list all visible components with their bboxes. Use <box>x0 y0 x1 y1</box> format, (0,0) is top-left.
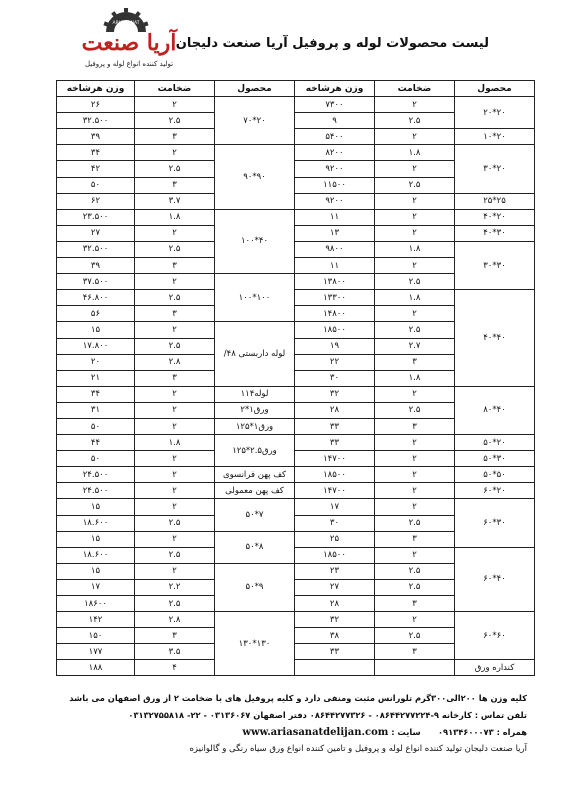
right-thickness-cell: ۲ <box>375 435 455 451</box>
right-thickness-cell: ۲ <box>375 483 455 499</box>
table-row <box>57 193 535 209</box>
right-thickness-cell <box>375 660 455 676</box>
footer <box>57 690 527 758</box>
left-weight-cell: ۵۰ <box>57 451 135 467</box>
website-link[interactable]: www.ariasanatdelijan.com <box>242 727 389 738</box>
left-weight-cell: ۲۱ <box>57 370 135 386</box>
left-thickness-cell: ۳.۵ <box>135 644 215 660</box>
right-thickness-cell: ۱.۸ <box>375 145 455 161</box>
right-weight-cell: ۹ <box>295 113 375 129</box>
left-thickness-cell: ۲ <box>135 531 215 547</box>
left-weight-cell: ۱۵ <box>57 499 135 515</box>
left-weight-cell: ۱۵۰ <box>57 628 135 644</box>
left-thickness-cell: ۲.۵ <box>135 113 215 129</box>
right-weight-cell: ۱۸۵۰۰ <box>295 547 375 563</box>
right-weight-cell: ۳۰ <box>295 515 375 531</box>
left-product-cell: ۱۰۰*۱۰۰ <box>215 274 295 322</box>
left-weight-cell: ۱۷۷ <box>57 644 135 660</box>
right-thickness-cell: ۲ <box>375 386 455 402</box>
left-weight-cell: ۱۸۶۰۰ <box>57 596 135 612</box>
left-product-cell: ۹*۵۰ <box>215 563 295 611</box>
right-weight-cell: ۳۸ <box>295 628 375 644</box>
left-thickness-cell: ۲ <box>135 499 215 515</box>
right-weight-cell: ۲۸ <box>295 596 375 612</box>
left-product-cell: لوله۱۱۴ <box>215 386 295 402</box>
left-weight-cell: ۲۴.۵۰۰ <box>57 483 135 499</box>
logo-slogan: تولید کننده انواع لوله و پروفیل <box>84 60 174 68</box>
left-weight-cell: ۱۸.۶۰۰ <box>57 515 135 531</box>
left-weight-cell: ۶۲ <box>57 193 135 209</box>
left-thickness-cell: ۲.۵ <box>135 241 215 257</box>
left-thickness-cell: ۲ <box>135 386 215 402</box>
table-row <box>57 483 535 499</box>
right-product-cell: ۲۰*۴۰ <box>455 209 535 225</box>
right-weight-cell: ۳۲ <box>295 386 375 402</box>
left-thickness-cell: ۲ <box>135 467 215 483</box>
right-weight-cell: ۲۳ <box>295 563 375 579</box>
table-row <box>57 435 535 451</box>
table-row <box>57 145 535 161</box>
left-weight-cell: ۴۲ <box>57 161 135 177</box>
right-thickness-cell: ۲.۵ <box>375 177 455 193</box>
footer-phones: تلفن تماس : کارخانه ۹-۰۸۶۴۴۲۷۷۲۲۴ - ۰۸۶۴۴۲۷۷۳۲۶ دفتر اصفهان ۰۳۱۳۶۰۶۷ - ۲۲- ۰۳۱۳۲۷۵۵۸۱۸ <box>128 710 527 720</box>
right-product-cell: ۴۰*۸۰ <box>455 386 535 434</box>
right-thickness-cell: ۲.۵ <box>375 274 455 290</box>
header-product: محصول <box>455 81 535 97</box>
right-weight-cell: ۹۸۰۰ <box>295 241 375 257</box>
left-thickness-cell: ۳ <box>135 628 215 644</box>
left-thickness-cell: ۲ <box>135 483 215 499</box>
right-product-cell: ۴۰*۶۰ <box>455 547 535 611</box>
right-product-cell: ۳۰*۴۰ <box>455 225 535 241</box>
right-thickness-cell: ۲ <box>375 306 455 322</box>
right-product-cell: ۲۰*۲۰ <box>455 97 535 129</box>
right-thickness-cell: ۲ <box>375 193 455 209</box>
page-title: لیست محصولات لوله و پروفیل آریا صنعت دلیجان <box>175 36 489 51</box>
left-thickness-cell: ۲ <box>135 145 215 161</box>
site-label: سایت : <box>391 727 421 737</box>
left-weight-cell: ۱۵ <box>57 322 135 338</box>
left-product-cell: لوله داربستی ۴۸/ <box>215 322 295 386</box>
price-table <box>56 80 535 676</box>
right-thickness-cell: ۲ <box>375 161 455 177</box>
left-weight-cell: ۵۰ <box>57 177 135 193</box>
footer-tolerance-note: کلیه وزن ها ۲۰۰الی۳۰۰گرم تلورانس مثبت ومنفی دارد و کلیه پروفیل های با ضخامت ۲ از ورق اصفهان می باشد <box>69 693 527 703</box>
right-thickness-cell: ۱.۸ <box>375 290 455 306</box>
left-product-cell: ۸*۵۰ <box>215 531 295 563</box>
right-product-cell: ۲۰*۵۰ <box>455 435 535 451</box>
right-weight-cell: ۳۳ <box>295 435 375 451</box>
left-thickness-cell: ۲ <box>135 97 215 113</box>
left-product-cell: کف پهن فرانسوی <box>215 467 295 483</box>
right-thickness-cell: ۳ <box>375 418 455 434</box>
right-thickness-cell: ۳ <box>375 596 455 612</box>
table-row <box>57 499 535 515</box>
left-thickness-cell: ۲.۵ <box>135 338 215 354</box>
right-thickness-cell: ۳ <box>375 354 455 370</box>
right-weight-cell <box>295 660 375 676</box>
right-product-cell: ۶۰*۶۰ <box>455 612 535 660</box>
table-row <box>57 467 535 483</box>
left-weight-cell: ۲۴.۵۰۰ <box>57 467 135 483</box>
right-thickness-cell: ۳ <box>375 644 455 660</box>
right-weight-cell: ۲۷ <box>295 579 375 595</box>
table-row <box>57 660 535 676</box>
right-weight-cell: ۱۳۳۰۰ <box>295 290 375 306</box>
left-weight-cell: ۳۷.۵۰۰ <box>57 274 135 290</box>
svg-text:ARIA SANAT: ARIA SANAT <box>112 21 140 26</box>
left-thickness-cell: ۲ <box>135 563 215 579</box>
table-header-row <box>57 81 535 97</box>
right-thickness-cell: ۲ <box>375 209 455 225</box>
right-weight-cell: ۳۲ <box>295 612 375 628</box>
table-row <box>57 129 535 145</box>
footer-company-description: آریا صنعت دلیجان تولید کننده انواع لوله و پروفیل و تامین کننده انواع ورق سیاه رنگی و گالوانیزه <box>189 744 527 754</box>
left-thickness-cell: ۲.۸ <box>135 354 215 370</box>
right-weight-cell: ۱۸۵۰۰ <box>295 322 375 338</box>
left-weight-cell: ۲۰ <box>57 354 135 370</box>
left-weight-cell: ۳۲.۵۰۰ <box>57 113 135 129</box>
left-product-cell: ۱۳۰*۱۳۰ <box>215 612 295 676</box>
left-weight-cell: ۱۸۸ <box>57 660 135 676</box>
left-weight-cell: ۳۹ <box>57 129 135 145</box>
right-thickness-cell: ۲ <box>375 499 455 515</box>
left-product-cell: ۲۰*۷۰ <box>215 97 295 145</box>
left-thickness-cell: ۲ <box>135 418 215 434</box>
mobile-label: همراه : <box>496 727 527 737</box>
right-weight-cell: ۵۴۰۰ <box>295 129 375 145</box>
right-weight-cell: ۱۱ <box>295 258 375 274</box>
right-weight-cell: ۱۸۵۰۰ <box>295 467 375 483</box>
right-weight-cell: ۱۳۸۰۰ <box>295 274 375 290</box>
right-weight-cell: ۸۲۰۰ <box>295 145 375 161</box>
left-thickness-cell: ۳ <box>135 306 215 322</box>
left-thickness-cell: ۲ <box>135 225 215 241</box>
right-thickness-cell: ۲ <box>375 97 455 113</box>
right-thickness-cell: ۲.۵ <box>375 402 455 418</box>
table-row <box>57 241 535 257</box>
right-weight-cell: ۳۳ <box>295 418 375 434</box>
left-weight-cell: ۱۸.۶۰۰ <box>57 547 135 563</box>
table-row <box>57 209 535 225</box>
left-thickness-cell: ۳ <box>135 177 215 193</box>
left-thickness-cell: ۳ <box>135 129 215 145</box>
left-weight-cell: ۴۶.۸۰۰ <box>57 290 135 306</box>
left-thickness-cell: ۳.۷ <box>135 193 215 209</box>
left-product-cell: ۷*۵۰ <box>215 499 295 531</box>
right-weight-cell: ۲۸ <box>295 402 375 418</box>
right-weight-cell: ۹۲۰۰ <box>295 161 375 177</box>
table-row <box>57 290 535 306</box>
left-thickness-cell: ۱.۸ <box>135 435 215 451</box>
right-thickness-cell: ۲ <box>375 467 455 483</box>
left-thickness-cell: ۲ <box>135 402 215 418</box>
right-thickness-cell: ۲.۵ <box>375 579 455 595</box>
right-product-cell: کنداره ورق <box>455 660 535 676</box>
left-weight-cell: ۳۴ <box>57 386 135 402</box>
left-thickness-cell: ۲ <box>135 451 215 467</box>
table-row <box>57 97 535 113</box>
right-weight-cell: ۱۳ <box>295 225 375 241</box>
left-product-cell: ۹۰*۹۰ <box>215 145 295 209</box>
table-row <box>57 612 535 628</box>
left-product-cell: ورق۲.۵*۱۲۵ <box>215 435 295 467</box>
right-thickness-cell: ۲ <box>375 547 455 563</box>
right-product-cell: ۲۵*۲۵ <box>455 193 535 209</box>
left-product-cell: کف پهن معمولی <box>215 483 295 499</box>
right-weight-cell: ۹۲۰۰ <box>295 193 375 209</box>
right-weight-cell: ۲۲ <box>295 354 375 370</box>
left-thickness-cell: ۲.۵ <box>135 161 215 177</box>
right-weight-cell: ۱۴۸۰۰ <box>295 306 375 322</box>
table-row <box>57 386 535 402</box>
table-row <box>57 547 535 563</box>
footer-contact <box>57 724 527 741</box>
right-weight-cell: ۲۵ <box>295 531 375 547</box>
right-thickness-cell: ۲ <box>375 451 455 467</box>
header-product: محصول <box>215 81 295 97</box>
right-weight-cell: ۳۰ <box>295 370 375 386</box>
right-product-cell: ۴۰*۴۰ <box>455 290 535 387</box>
right-product-cell: ۳۰*۵۰ <box>455 451 535 467</box>
left-thickness-cell: ۳ <box>135 370 215 386</box>
mobile-number: ۰۹۱۳۴۶۰۰۰۷۳ <box>437 727 494 737</box>
right-thickness-cell: ۱.۸ <box>375 241 455 257</box>
right-product-cell: ۲۰*۱۰ <box>455 129 535 145</box>
left-weight-cell: ۵۶ <box>57 306 135 322</box>
right-thickness-cell: ۲ <box>375 612 455 628</box>
left-weight-cell: ۵۰ <box>57 418 135 434</box>
left-weight-cell: ۳۴ <box>57 145 135 161</box>
left-product-cell: ورق۱*۲ <box>215 402 295 418</box>
left-weight-cell: ۳۲.۵۰۰ <box>57 241 135 257</box>
left-product-cell: ورق۱*۱۲۵ <box>215 418 295 434</box>
left-thickness-cell: ۲.۲ <box>135 579 215 595</box>
header-weight: وزن هرشاخه <box>295 81 375 97</box>
right-product-cell: ۲۰*۶۰ <box>455 483 535 499</box>
left-weight-cell: ۱۷ <box>57 579 135 595</box>
left-weight-cell: ۱۵ <box>57 563 135 579</box>
header-thickness: ضخامت <box>135 81 215 97</box>
right-weight-cell: ۱۱ <box>295 209 375 225</box>
left-weight-cell: ۱۴۲ <box>57 612 135 628</box>
right-product-cell: ۲۰*۳۰ <box>455 145 535 193</box>
right-thickness-cell: ۲.۵ <box>375 113 455 129</box>
header-weight: وزن هرشاخه <box>57 81 135 97</box>
left-weight-cell: ۳۱ <box>57 402 135 418</box>
left-thickness-cell: ۱.۸ <box>135 209 215 225</box>
logo <box>73 8 185 78</box>
right-product-cell: ۵۰*۵۰ <box>455 467 535 483</box>
gear-logo-icon <box>103 8 149 32</box>
left-thickness-cell: ۲ <box>135 274 215 290</box>
table-row <box>57 451 535 467</box>
right-thickness-cell: ۱.۸ <box>375 370 455 386</box>
right-weight-cell: ۱۹ <box>295 338 375 354</box>
right-thickness-cell: ۲.۵ <box>375 563 455 579</box>
right-thickness-cell: ۲ <box>375 225 455 241</box>
left-weight-cell: ۲۶ <box>57 97 135 113</box>
left-weight-cell: ۴۴ <box>57 435 135 451</box>
right-thickness-cell: ۲ <box>375 129 455 145</box>
left-thickness-cell: ۳ <box>135 258 215 274</box>
left-thickness-cell: ۲.۸ <box>135 612 215 628</box>
left-thickness-cell: ۴ <box>135 660 215 676</box>
left-weight-cell: ۲۳.۵۰۰ <box>57 209 135 225</box>
right-weight-cell: ۱۴۷۰۰ <box>295 451 375 467</box>
right-thickness-cell: ۲.۵ <box>375 628 455 644</box>
left-weight-cell: ۱۵ <box>57 531 135 547</box>
right-weight-cell: ۷۳۰۰ <box>295 97 375 113</box>
right-thickness-cell: ۲.۷ <box>375 338 455 354</box>
right-weight-cell: ۱۷ <box>295 499 375 515</box>
right-thickness-cell: ۲.۵ <box>375 322 455 338</box>
right-thickness-cell: ۲ <box>375 258 455 274</box>
logo-brand: آریا صنعت <box>81 30 177 56</box>
right-product-cell: ۳۰*۳۰ <box>455 241 535 289</box>
header-thickness: ضخامت <box>375 81 455 97</box>
right-thickness-cell: ۳ <box>375 531 455 547</box>
table-row <box>57 225 535 241</box>
left-thickness-cell: ۲.۵ <box>135 515 215 531</box>
right-weight-cell: ۱۱۵۰۰ <box>295 177 375 193</box>
left-weight-cell: ۲۷ <box>57 225 135 241</box>
right-weight-cell: ۱۴۷۰۰ <box>295 483 375 499</box>
left-thickness-cell: ۲.۵ <box>135 290 215 306</box>
right-product-cell: ۳۰*۶۰ <box>455 499 535 547</box>
left-weight-cell: ۱۷.۸۰۰ <box>57 338 135 354</box>
right-weight-cell: ۳۳ <box>295 644 375 660</box>
right-thickness-cell: ۲.۵ <box>375 515 455 531</box>
left-product-cell: ۴۰*۱۰۰ <box>215 209 295 273</box>
left-thickness-cell: ۲ <box>135 322 215 338</box>
left-thickness-cell: ۲.۵ <box>135 596 215 612</box>
left-weight-cell: ۳۹ <box>57 258 135 274</box>
left-thickness-cell: ۲.۵ <box>135 547 215 563</box>
